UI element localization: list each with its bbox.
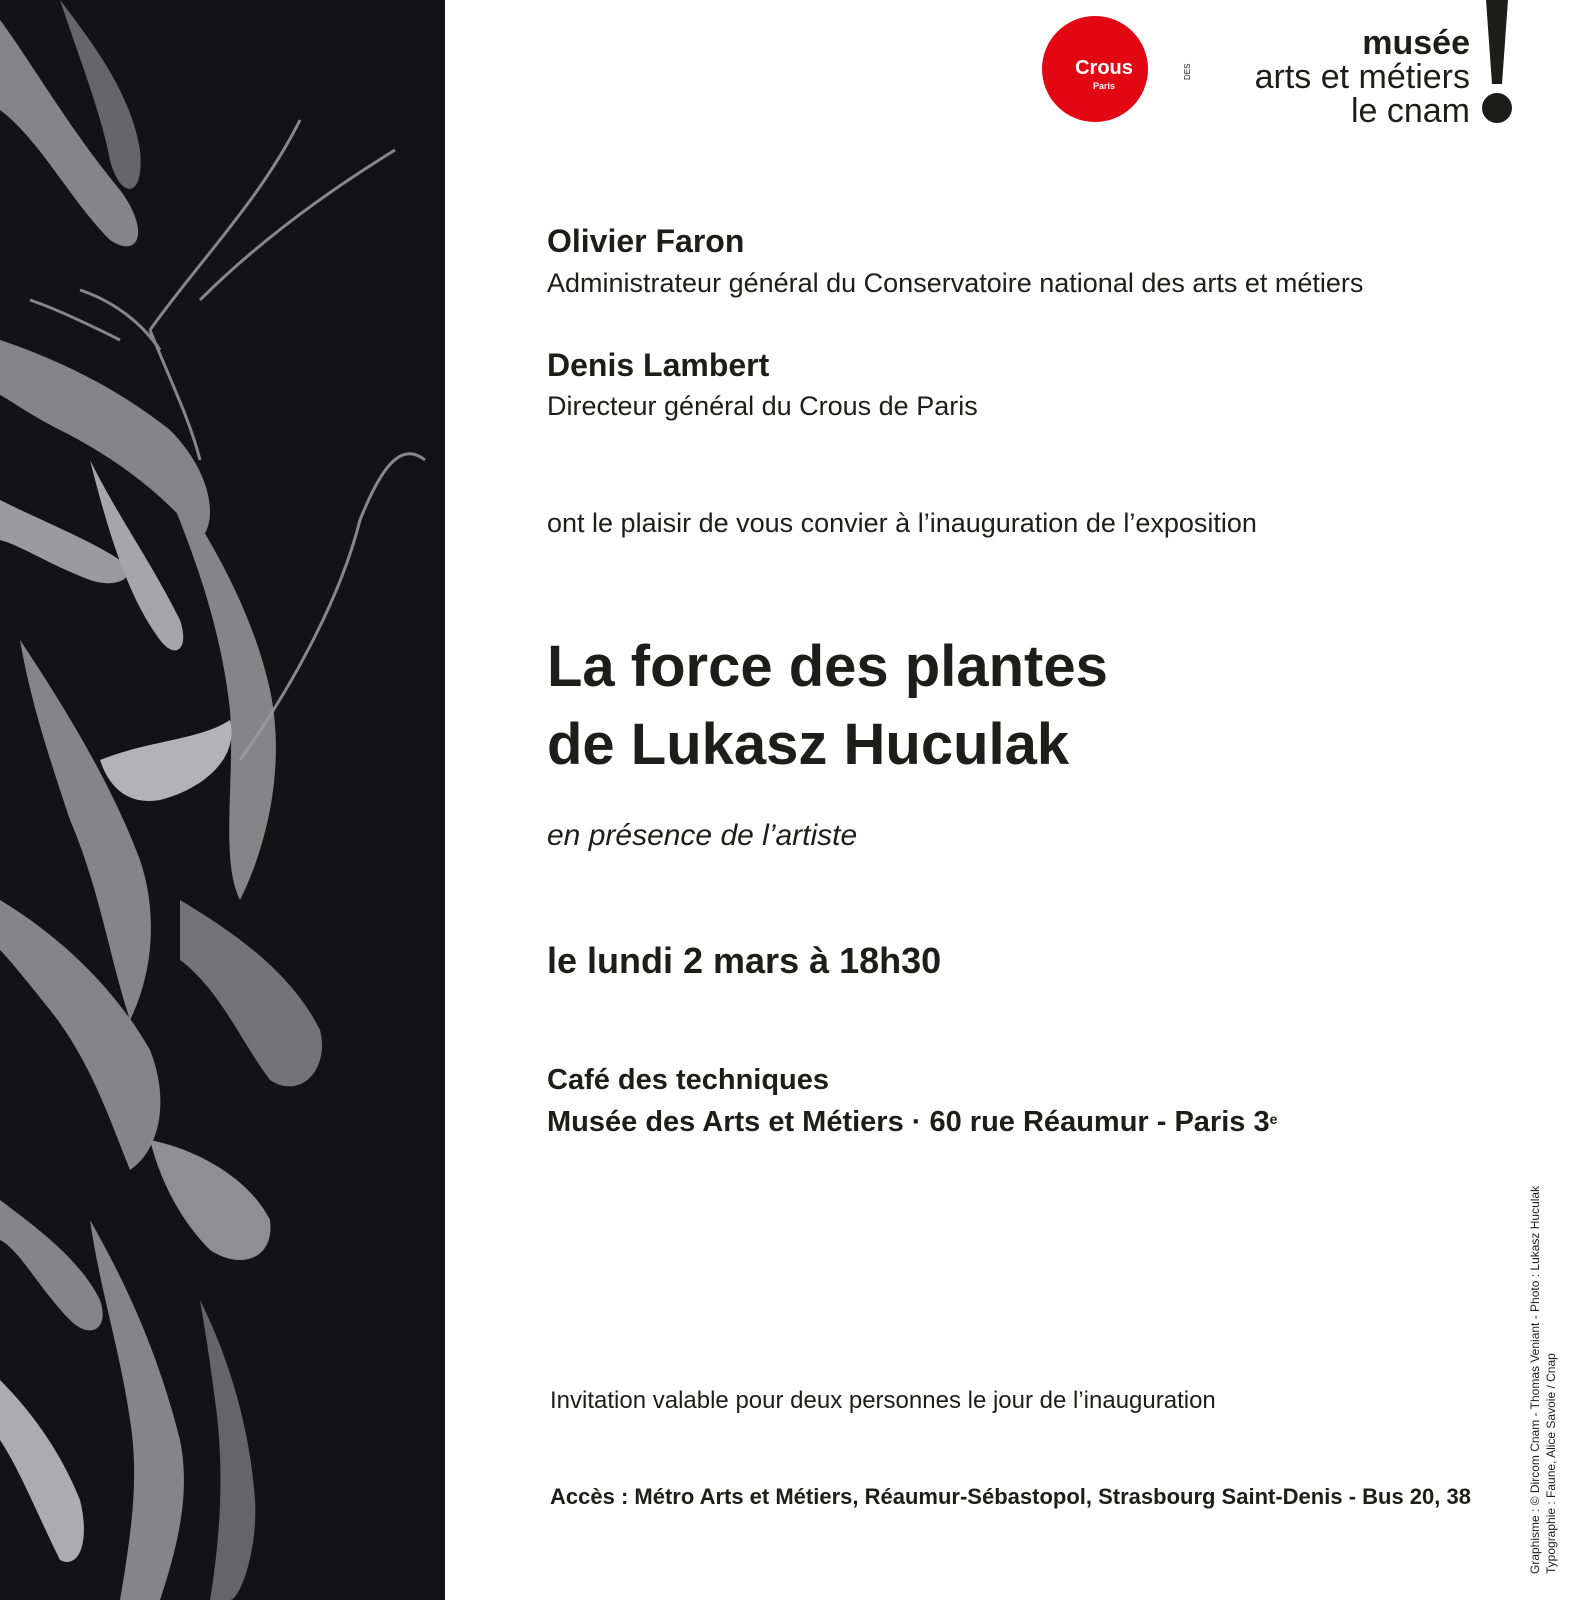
plant-artwork-image xyxy=(0,0,445,1600)
exclamation-mark-icon xyxy=(1478,0,1518,130)
credits-line1: Graphisme : © Dircom Cnam - Thomas Veniant - Photo : Lukasz Huculak xyxy=(1528,1185,1542,1574)
event-date: le lundi 2 mars à 18h30 xyxy=(547,940,942,981)
exhibition-title-line1: La force des plantes xyxy=(547,634,1108,699)
host-role-2: Directeur général du Crous de Paris xyxy=(547,391,978,421)
host-role-1: Administrateur général du Conservatoire national des arts et métiers xyxy=(547,268,1364,298)
invitation-intro: ont le plaisir de vous convier à l’inauguration de l’exposition xyxy=(547,508,1257,538)
credits xyxy=(1527,1186,1559,1574)
venue-address-superscript: e xyxy=(1269,1111,1278,1127)
musee-logo-line1: musée xyxy=(1362,24,1470,62)
venue-address: Musée des Arts et Métiers · 60 rue Réaumur - Paris 3e xyxy=(547,1106,1278,1138)
credits-line2: Typographie : Faune, Alice Savoie / Cnap xyxy=(1544,1353,1558,1574)
access-info: Accès : Métro Arts et Métiers, Réaumur-Sébastopol, Strasbourg Saint-Denis - Bus 20, 38 xyxy=(550,1484,1471,1509)
crous-logo-city: Paris xyxy=(1092,81,1116,91)
host-name-2: Denis Lambert xyxy=(547,347,770,383)
crous-logo xyxy=(1042,16,1148,122)
musee-logo-line2: arts et métiers xyxy=(1254,58,1470,96)
musee-logo-line3: le cnam xyxy=(1350,92,1470,130)
musee-arts-metiers-logo xyxy=(1183,14,1470,130)
venue-name: Café des techniques xyxy=(547,1064,830,1096)
host-name-1: Olivier Faron xyxy=(547,223,745,259)
plant-artwork-photo xyxy=(0,0,445,1600)
exhibition-title-line2: de Lukasz Huculak xyxy=(547,712,1070,777)
crous-logo-word: Crous xyxy=(1075,57,1133,79)
invitation-validity-note: Invitation valable pour deux personnes le jour de l’inauguration xyxy=(550,1387,1216,1414)
musee-logo-des: DES xyxy=(1183,63,1192,80)
exhibition-subtitle: en présence de l’artiste xyxy=(547,819,858,852)
